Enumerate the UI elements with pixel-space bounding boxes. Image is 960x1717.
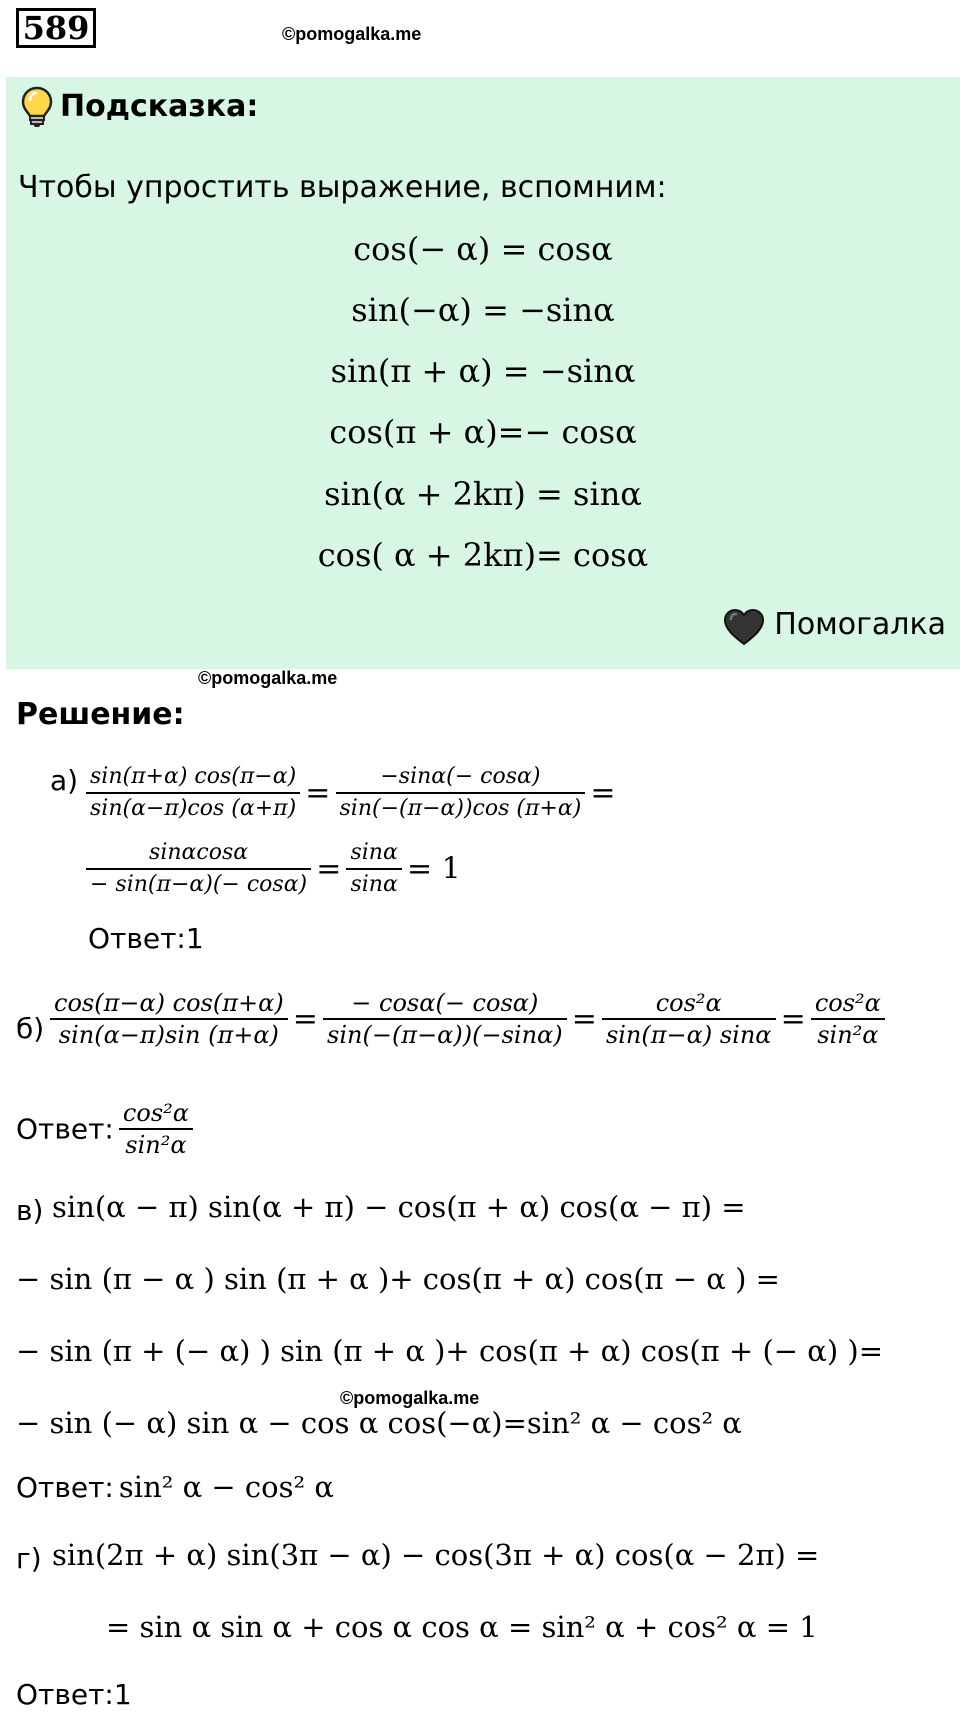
part-b-line [50, 988, 885, 1050]
fraction-numerator: −sinα(− cosα) [380, 764, 541, 789]
equals-sign: = [305, 775, 331, 811]
fraction-numerator: sin(π+α) cos(π−α) [90, 764, 297, 789]
hint-formula-4: cos(π + α)=− cosα [329, 413, 637, 451]
fraction-denominator: sin(α−π)cos (α+π) [86, 792, 300, 824]
equals-sign: = [292, 1001, 318, 1037]
solution-heading: Решение: [16, 697, 185, 732]
part-a-line2 [86, 838, 461, 900]
problem-number: 589 [16, 8, 96, 48]
part-c-line4: − sin (− α) sin α − cos α cos(−α)=sin² α − cos² α [16, 1406, 742, 1440]
hint-formula-5: sin(α + 2kπ) = sinα [324, 475, 642, 513]
part-a-fraction-2 [336, 762, 586, 824]
part-c-label: в) [16, 1194, 44, 1227]
fraction-numerator: sinαcosα [149, 840, 249, 865]
equals-sign: = [780, 1001, 806, 1037]
watermark-top: ©pomogalka.me [282, 24, 422, 44]
fraction-denominator: sin(−(π−α))cos (π+α) [336, 792, 586, 824]
part-b-label: б) [16, 1012, 45, 1045]
part-d-answer: Ответ:1 [16, 1678, 132, 1711]
fraction-denominator: sin(−(π−α))(−sinα) [323, 1018, 567, 1050]
part-d-label: г) [16, 1542, 42, 1575]
fraction-numerator: cos(π−α) cos(π+α) [54, 989, 284, 1017]
part-a-fraction-4 [346, 838, 401, 900]
hint-brand: Помогалка [774, 607, 946, 642]
fraction-denominator: sin(α−π)sin (π+α) [50, 1018, 288, 1050]
answer-label: Ответ: [16, 1471, 114, 1504]
hint-box [6, 77, 960, 669]
part-d-line2: = sin α sin α + cos α cos α = sin² α + cos² α = 1 [106, 1610, 818, 1644]
lightbulb-icon [20, 85, 54, 133]
hint-formula-2: sin(−α) = −sinα [351, 291, 615, 329]
part-b-fraction-1 [50, 988, 288, 1050]
equals-sign: = [571, 1001, 597, 1037]
part-c-answer [16, 1470, 334, 1504]
equals-sign: = [316, 851, 342, 887]
watermark-lower: ©pomogalka.me [340, 1388, 480, 1408]
part-b-answer-fraction [119, 1098, 193, 1160]
fraction-denominator: − sin(π−α)(− cosα) [86, 868, 311, 900]
fraction-denominator: sinα [346, 868, 401, 900]
part-a-label: а) [50, 764, 79, 797]
fraction-denominator: sin²α [811, 1018, 885, 1050]
part-c-line3: − sin (π + (− α) ) sin (π + α )+ cos(π + α) cos(π + (− α) )= [16, 1334, 884, 1368]
part-a-fraction-1 [86, 762, 300, 824]
part-b-fraction-3 [602, 988, 776, 1050]
hint-intro: Чтобы упростить выражение, вспомним: [18, 170, 667, 205]
fraction-numerator: − cosα(− cosα) [351, 989, 539, 1017]
result-value: = 1 [406, 851, 461, 887]
heart-icon [722, 607, 766, 651]
part-a-line1 [86, 762, 616, 824]
answer-label: Ответ: [16, 1112, 114, 1146]
fraction-denominator: sin(π−α) sinα [602, 1018, 776, 1050]
fraction-numerator: cos²α [122, 1099, 189, 1127]
fraction-numerator: cos²α [655, 989, 722, 1017]
part-d-line1: sin(2π + α) sin(3π − α) − cos(3π + α) cos(α − 2π) = [52, 1538, 820, 1572]
fraction-numerator: sinα [350, 840, 398, 865]
part-c-line2: − sin (π − α ) sin (π + α )+ cos(π + α) cos(π − α ) = [16, 1262, 780, 1296]
part-b-answer [16, 1098, 193, 1160]
part-a-fraction-3 [86, 838, 311, 900]
fraction-denominator: sin²α [119, 1128, 193, 1160]
answer-value: sin² α − cos² α [118, 1470, 334, 1504]
hint-formula-1: cos(− α) = cosα [353, 230, 613, 268]
hint-formula-3: sin(π + α) = −sinα [330, 352, 636, 390]
part-b-fraction-2 [323, 988, 567, 1050]
equals-sign: = [590, 775, 616, 811]
part-a-answer: Ответ:1 [88, 922, 204, 955]
hint-title: Подсказка: [60, 89, 259, 124]
part-c-line1: sin(α − π) sin(α + π) − cos(π + α) cos(α − π) = [52, 1190, 746, 1224]
part-b-fraction-4 [811, 988, 885, 1050]
watermark-middle: ©pomogalka.me [198, 668, 338, 688]
fraction-numerator: cos²α [814, 989, 881, 1017]
hint-formula-6: cos( α + 2kπ)= cosα [317, 536, 649, 574]
